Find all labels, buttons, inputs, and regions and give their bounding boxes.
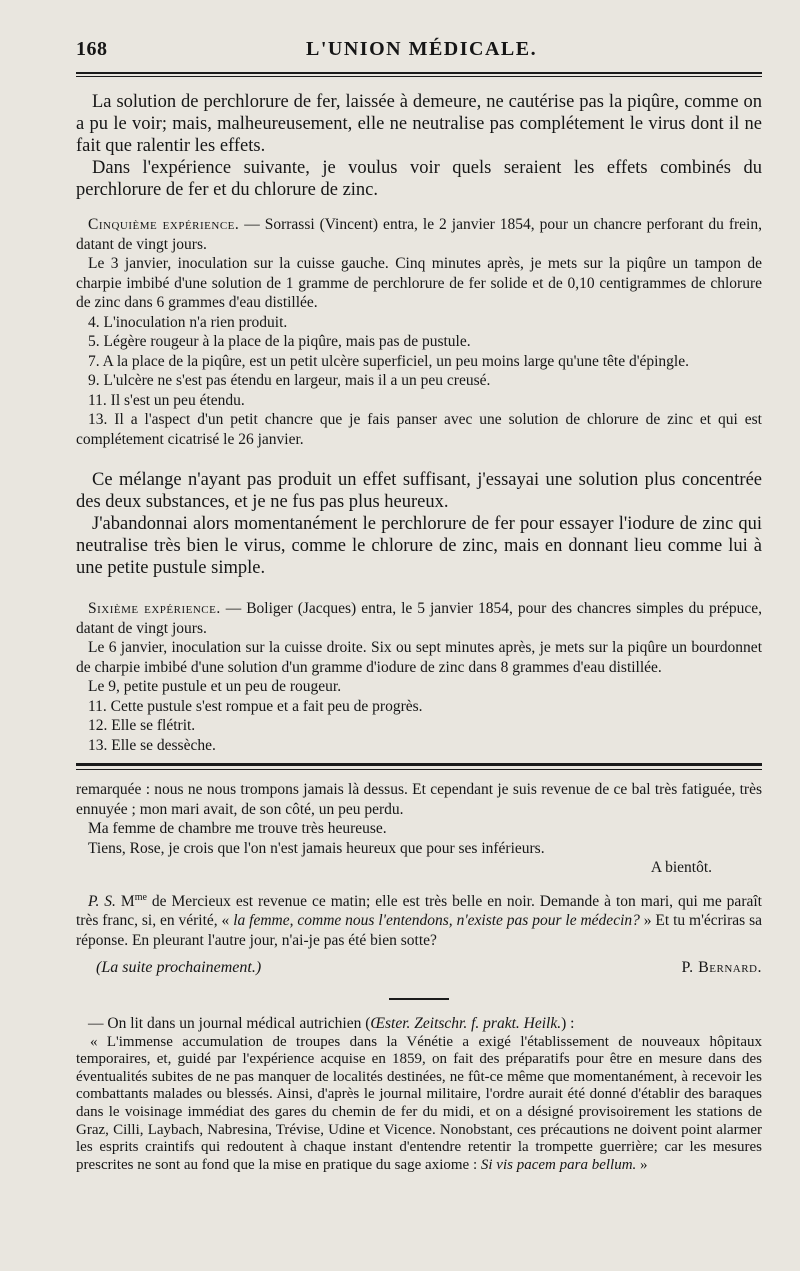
experiment-5-line: Le 3 janvier, inoculation sur la cuisse gauche. Cinq minutes après, je mets sur la piqûre un tampon de charpie imbibé d'une solution de 1 gramme de perchlorure de fer solide et de 0,10 centigrammes de chlorure de zinc dans 6 grammes d'eau distillée. <box>76 255 762 311</box>
middle-paragraph-2: J'abandonnai alors momentanément le perchlorure de fer pour essayer l'iodure de zinc qui neutralise très bien le virus, comme le chlorure de zinc, mais en donnant lieu comme lui à une petite pustule simple. <box>76 514 762 578</box>
experiment-6-line: 11. Cette pustule s'est rompue et a fait peu de progrès. <box>88 697 423 715</box>
experiment-6-line: Le 6 janvier, inoculation sur la cuisse droite. Six ou sept minutes après, je mets sur la piqûre un bourdonnet de charpie imbibé d'une solution d'un gramme d'iodure de zinc dans 8 grammes d'eau distillée. <box>76 639 762 676</box>
experiment-5-intro <box>76 215 762 254</box>
latin-axiom: Si vis pacem para bellum. <box>480 1156 637 1173</box>
experiment-6-intro-text: — Boliger (Jacques) entra, le 5 janvier 1854, pour des chancres simples du prépuce, datant de vingt jours. <box>76 600 762 637</box>
journal-title: L'UNION MÉDICALE. <box>306 38 538 60</box>
experiment-5-line: 11. Il s'est un peu étendu. <box>88 391 245 409</box>
experiment-6-heading: Sixième expérience. <box>88 600 221 617</box>
experiment-5-line: 7. A la place de la piqûre, est un petit ulcère superficiel, un peu moins large qu'une tête d'épingle. <box>88 352 689 370</box>
postscript: P. S. $M^{me}$ de Mercieux est revenue ce matin; elle est très belle en noir. Demande à ton mari, qui me paraît très franc, si, en vérité, « la femme, comme nous l'entendons, n'existe pas pour le médecin? » Et tu m'écriras sa réponse. En pleurant l'autre jour, n'ai-je pas été bien sotte? <box>76 891 762 949</box>
experiment-5-line: 5. Légère rougeur à la place de la piqûre, mais pas de pustule. <box>88 333 471 350</box>
experiment-5-line: 4. L'inoculation n'a rien produit. <box>88 313 288 331</box>
postscript-label: P. S. <box>88 892 116 910</box>
experiment-6-line: Le 9, petite pustule et un peu de rougeur. <box>88 678 342 695</box>
intro-paragraph-2: Dans l'expérience suivante, je voulus voir quels seraient les effets combinés du perchlorure de fer et du chlorure de zinc. <box>76 158 762 200</box>
page-number: 168 <box>76 38 108 60</box>
experiment-6-intro <box>76 599 762 638</box>
intro-section <box>76 91 762 201</box>
experiment-5-heading: Cinquième expérience. <box>88 216 240 233</box>
author-signature: P. Bernard. <box>681 959 762 977</box>
feuilleton-divider <box>76 763 762 770</box>
middle-section <box>76 469 762 579</box>
experiment-5 <box>76 215 762 449</box>
journal-citation: Œster. Zeitschr. f. prakt. Heilk. <box>370 1015 562 1033</box>
feuilleton-section <box>76 780 762 980</box>
experiment-6-line: 13. Elle se dessèche. <box>88 736 216 754</box>
feuilleton-closing: A bientôt. <box>650 859 712 876</box>
middle-paragraph-1: Ce mélange n'ayant pas produit un effet suffisant, j'essayai une solution plus concentrée des deux substances, et je ne fus pas plus heureux. <box>76 470 762 512</box>
feuilleton-paragraph-1: remarquée : nous ne nous trompons jamais là dessus. Et cependant je suis revenue de ce bal très fatiguée, très ennuyée ; mon mari avait, de son côté, un peu perdu. <box>76 781 762 818</box>
feuilleton-paragraph-3: Tiens, Rose, je crois que l'on n'est jamais heureux que pour ses inférieurs. <box>88 839 545 857</box>
experiment-5-line: 13. Il a l'aspect d'un petit chancre que je fais panser avec une solution de chlorure de zinc et qui est complétement cicatrisé le 26 janvier. <box>76 411 762 448</box>
signature-row <box>76 956 762 980</box>
news-quote <box>76 1034 762 1175</box>
experiment-5-intro-text: — Sorrassi (Vincent) entra, le 2 janvier 1854, pour un chancre perforant du frein, datant de vingt jours. <box>76 216 762 253</box>
section-separator <box>389 998 449 1000</box>
header-rule <box>76 72 762 77</box>
postscript-question: la femme, comme nous l'entendons, n'existe pas pour le médecin? <box>233 912 640 930</box>
to-be-continued: (La suite prochainement.) <box>96 959 262 977</box>
experiment-5-line: 9. L'ulcère ne s'est pas étendu en largeur, mais il a un peu creusé. <box>88 372 491 389</box>
quote-body: « L'immense accumulation de troupes dans la Vénétie a exigé l'établissement de nouveaux hôpitaux temporaires, et, guidé par l'expérience acquise en 1859, on fait des préparatifs pour être en mesure dans des éventualités subites de ne pas manquer de localités destinées, ne fût-ce même que momentanément, à recevoir les combattants malades ou blessés. Ainsi, d'après le journal militaire, l'ordre aurait été donné d'établir des baraques dans le voisinage immédiat des gares du chemin de fer du midi, et on a désigné provisoirement les stations de Graz, Cilli, Laybach, Nabresina, Trévise, Udine et Vicence. Nonobstant, ces précautions ne doivent point alarmer les esprits craintifs qui redoutent à chaque instant d'entendre retentir la trompette guerrière; car les mesures prescrites ne sont au fond que la mise en pratique du sage axiome : <box>76 1033 762 1173</box>
quote-text: « L'immense accumulation de troupes dans la Vénétie a exigé l'établissement de nouveaux hôpitaux temporaires, et, guidé par l'expérience acquise en 1859, on fait des préparatifs pour être en mesure dans des éventualités subites de ne pas manquer de localités destinées, ne fût-ce même que momentanément, à recevoir les combattants malades ou blessés. Ainsi, d'après le journal militaire, l'ordre aurait été donné d'établir des baraques dans le voisinage immédiat des gares du chemin de fer du midi, et on a désigné provisoirement les stations de Graz, Cilli, Laybach, Nabresina, Trévise, Udine et Vicence. Nonobstant, ces précautions ne doivent point alarmer les esprits craintifs qui redoutent à chaque instant d'entendre retentir la trompette guerrière; car les mesures prescrites ne sont au fond que la mise en pratique du sage axiome : Si vis pacem para bellum. » <box>76 1033 762 1173</box>
experiment-6 <box>76 599 762 755</box>
page-header <box>76 38 762 70</box>
news-intro: — On lit dans un journal médical autrichien (Œster. Zeitschr. f. prakt. Heilk.) : <box>88 1015 575 1033</box>
experiment-6-line: 12. Elle se flétrit. <box>88 717 196 734</box>
news-section <box>76 1014 762 1034</box>
intro-paragraph-1: La solution de perchlorure de fer, laissée à demeure, ne cautérise pas la piqûre, comme on a pu le voir; mais, malheureusement, elle ne neutralise pas complétement le virus dont il ne fait que ralentir les effets. <box>76 92 762 156</box>
feuilleton-paragraph-2: Ma femme de chambre me trouve très heureuse. <box>88 820 387 837</box>
